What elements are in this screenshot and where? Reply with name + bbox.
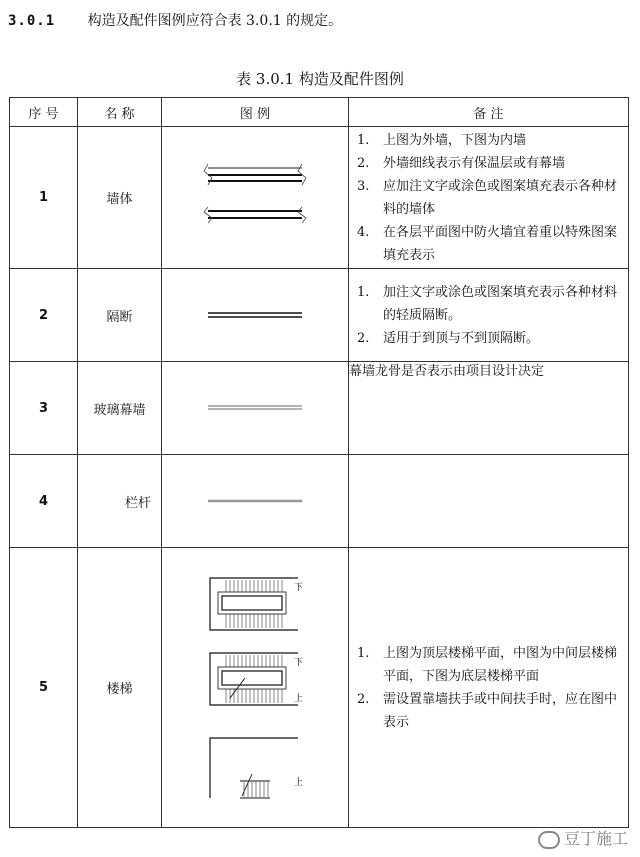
row-seq: 5 <box>10 548 78 828</box>
clause-number: 3.0.1 <box>8 13 56 29</box>
row-name: 楼梯 <box>78 548 162 828</box>
note-item: 1. 加注文字或涂色或图案填充表示各种材料的轻质隔断。 <box>357 284 618 323</box>
header-remarks: 备 注 <box>349 98 629 127</box>
note-item: 1. 上图为外墙，下图为内墙 <box>357 132 527 148</box>
clause-text: 构造及配件图例应符合表 3.0.1 的规定。 <box>87 13 343 29</box>
note-item: 2. 需设置靠墙扶手或中间扶手时，应在图中表示 <box>357 691 618 730</box>
table-row <box>10 362 629 455</box>
row-seq: 4 <box>10 455 78 548</box>
table-row <box>10 548 629 828</box>
note-item: 4. 在各层平面图中防火墙宜着重以特殊图案填充表示 <box>357 224 618 263</box>
note-item: 2. 适用于到顶与不到顶隔断。 <box>357 330 540 346</box>
row-name: 栏杆 <box>78 455 162 548</box>
legend-table <box>9 97 629 828</box>
partition-symbol <box>200 305 310 325</box>
row-seq: 2 <box>10 269 78 362</box>
header-row <box>10 98 629 127</box>
notes-list <box>349 129 628 267</box>
row-name: 墙体 <box>78 127 162 269</box>
clause-heading <box>8 10 342 30</box>
notes-list <box>349 281 628 350</box>
row-seq: 1 <box>10 127 78 269</box>
stair-up-label: 上 <box>294 693 304 704</box>
row-name: 玻璃幕墙 <box>78 362 162 455</box>
wechat-icon <box>538 831 560 849</box>
stair-ground-plan <box>210 738 298 798</box>
railing-symbol <box>200 491 310 511</box>
note-item: 2. 外墙细线表示有保温层或有幕墙 <box>357 155 566 171</box>
header-seq: 序 号 <box>10 98 78 127</box>
row-name: 隔断 <box>78 269 162 362</box>
header-name: 名 称 <box>78 98 162 127</box>
row-seq: 3 <box>10 362 78 455</box>
header-legend: 图 例 <box>162 98 349 127</box>
table-row <box>10 269 629 362</box>
table-row <box>10 127 629 269</box>
stair-down-label: 下 <box>294 582 304 593</box>
watermark-text: 豆丁施工 <box>563 829 628 848</box>
curtain-wall-symbol <box>200 398 310 418</box>
table-caption: 表 3.0.1 构造及配件图例 <box>236 70 404 88</box>
notes-list <box>349 642 628 734</box>
wall-symbol <box>200 148 310 248</box>
row-remark <box>349 455 629 548</box>
table-row <box>10 455 629 548</box>
stair-down-label: 下 <box>294 657 304 668</box>
row-remark: 幕墙龙骨是否表示由项目设计决定 <box>349 362 629 455</box>
watermark <box>538 826 628 849</box>
stair-up-label: 上 <box>294 777 304 788</box>
note-item: 3. 应加注文字或涂色或图案填充表示各种材料的墙体 <box>357 178 618 217</box>
note-item: 1. 上图为顶层楼梯平面，中图为中间层楼梯平面，下图为底层楼梯平面 <box>357 645 618 684</box>
stair-symbols <box>200 568 310 808</box>
